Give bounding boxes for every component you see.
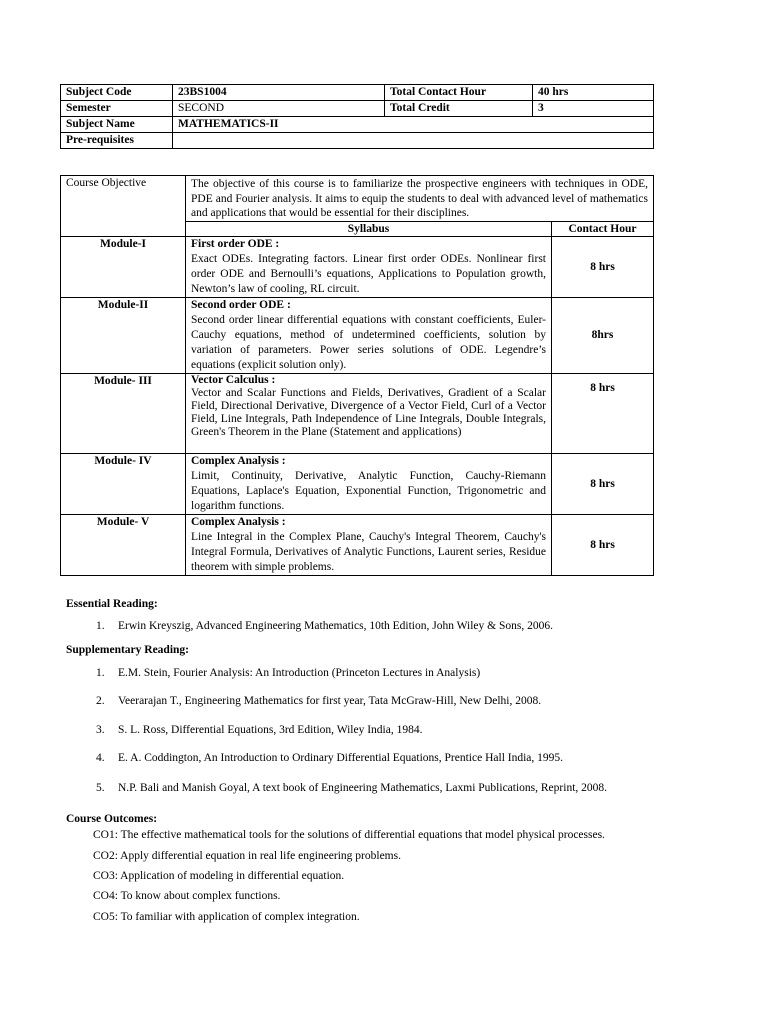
total-contact-hour-label: Total Contact Hour (385, 85, 533, 101)
list-item (96, 620, 553, 632)
table-row (61, 85, 654, 101)
prerequisites-label: Pre-requisites (61, 133, 173, 149)
module-content (186, 453, 552, 514)
course-objective-row (61, 176, 654, 222)
module-title: First order ODE : (191, 237, 280, 250)
module-name: Module- V (61, 514, 186, 575)
list-item-number: 5. (96, 782, 105, 794)
list-item (96, 782, 607, 794)
module-body: Limit, Continuity, Derivative, Analytic Function, Cauchy-Riemann Equations, Laplace's Equation, Exponential Function, Trigonometric and logarithm functions. (191, 469, 546, 512)
module-row (61, 297, 654, 373)
module-name: Module- III (61, 373, 186, 453)
subject-info-table (60, 84, 654, 149)
course-objective-label: Course Objective (61, 176, 186, 237)
total-contact-hour-value: 40 hrs (533, 85, 654, 101)
course-objective-text: The objective of this course is to familiarize the prospective engineers with techniques in ODE, PDE and Fourier analysis. It aims to equip the students to deal with advanced level of mathematics and applications that would be essential for their disciplines. (186, 176, 654, 222)
course-outcome-item: CO4: To know about complex functions. (93, 890, 281, 902)
list-item-text: E.M. Stein, Fourier Analysis: An Introduction (Princeton Lectures in Analysis) (118, 667, 481, 679)
table-row (61, 101, 654, 117)
syllabus-table (60, 175, 654, 576)
subject-code-label: Subject Code (61, 85, 173, 101)
list-item (96, 695, 541, 707)
module-name: Module-I (61, 236, 186, 297)
subject-code-value: 23BS1004 (173, 85, 385, 101)
table-row (61, 133, 654, 149)
module-row (61, 514, 654, 575)
module-content (186, 514, 552, 575)
list-item-text: N.P. Bali and Manish Goyal, A text book of Engineering Mathematics, Laxmi Publications, Reprint, 2008. (118, 782, 608, 794)
course-outcome-item: CO3: Application of modeling in differential equation. (93, 870, 345, 882)
course-outcome-item: CO5: To familiar with application of complex integration. (93, 911, 360, 923)
table-row (61, 117, 654, 133)
module-hours: 8 hrs (552, 514, 654, 575)
list-item (96, 667, 480, 679)
total-credit-value: 3 (533, 101, 654, 117)
module-name: Module-II (61, 297, 186, 373)
syllabus-header: Syllabus (186, 221, 552, 236)
module-body: Second order linear differential equations with constant coefficients, Euler-Cauchy equations, method of undetermined coefficients, solution by variation of parameters. Power series solutions of ODE. Legendre’s equations (explicit solution only). (191, 313, 546, 371)
module-body: Vector and Scalar Functions and Fields, Derivatives, Gradient of a Scalar Field, Directional Derivative, Divergence of a Vector Field, Curl of a Vector Field, Line Integrals, Path Independence of Line Integrals, Double Integrals, Green's Theorem in the Plane (Statement and applications) (191, 386, 546, 438)
course-outcomes-heading: Course Outcomes: (66, 813, 158, 825)
list-item-number: 4. (96, 752, 105, 764)
module-title: Vector Calculus : (191, 373, 276, 386)
list-item-number: 3. (96, 724, 105, 736)
list-item (96, 724, 422, 736)
list-item (96, 752, 563, 764)
module-hours: 8 hrs (552, 236, 654, 297)
module-title: Complex Analysis : (191, 515, 286, 528)
module-row (61, 236, 654, 297)
subject-name-value: MATHEMATICS-II (173, 117, 654, 133)
list-item-text: S. L. Ross, Differential Equations, 3rd Edition, Wiley India, 1984. (118, 724, 423, 736)
module-title: Second order ODE : (191, 298, 291, 311)
module-content (186, 297, 552, 373)
list-item-number: 1. (96, 620, 105, 632)
total-credit-label: Total Credit (385, 101, 533, 117)
module-row (61, 373, 654, 453)
module-hours: 8 hrs (552, 373, 654, 453)
subject-name-label: Subject Name (61, 117, 173, 133)
module-title: Complex Analysis : (191, 454, 286, 467)
module-hours: 8hrs (552, 297, 654, 373)
module-body: Exact ODEs. Integrating factors. Linear first order ODEs. Nonlinear first order ODE and Bernoulli’s equations, Applications to Population growth, Newton’s law of cooling, RL circuit. (191, 252, 546, 295)
list-item-text: E. A. Coddington, An Introduction to Ordinary Differential Equations, Prentice Hall India, 1995. (118, 752, 564, 764)
module-name: Module- IV (61, 453, 186, 514)
module-row (61, 453, 654, 514)
module-content (186, 373, 552, 453)
supplementary-reading-heading: Supplementary Reading: (66, 644, 189, 656)
module-content (186, 236, 552, 297)
course-outcome-item: CO1: The effective mathematical tools for the solutions of differential equations that model physical processes. (93, 829, 605, 841)
course-outcome-item: CO2: Apply differential equation in real life engineering problems. (93, 850, 401, 862)
module-body: Line Integral in the Complex Plane, Cauchy's Integral Theorem, Cauchy's Integral Formula, Derivatives of Analytic Functions, Laurent series, Residue theorem with simple problems. (191, 530, 546, 573)
contact-hour-header: Contact Hour (552, 221, 654, 236)
list-item-number: 1. (96, 667, 105, 679)
module-hours: 8 hrs (552, 453, 654, 514)
essential-reading-heading: Essential Reading: (66, 598, 158, 610)
list-item-text: Erwin Kreyszig, Advanced Engineering Mathematics, 10th Edition, John Wiley & Sons, 2006. (118, 620, 553, 632)
prerequisites-value (173, 133, 654, 149)
semester-label: Semester (61, 101, 173, 117)
list-item-text: Veerarajan T., Engineering Mathematics for first year, Tata McGraw-Hill, New Delhi, 2008. (118, 695, 542, 707)
semester-value: SECOND (173, 101, 385, 117)
list-item-number: 2. (96, 695, 105, 707)
